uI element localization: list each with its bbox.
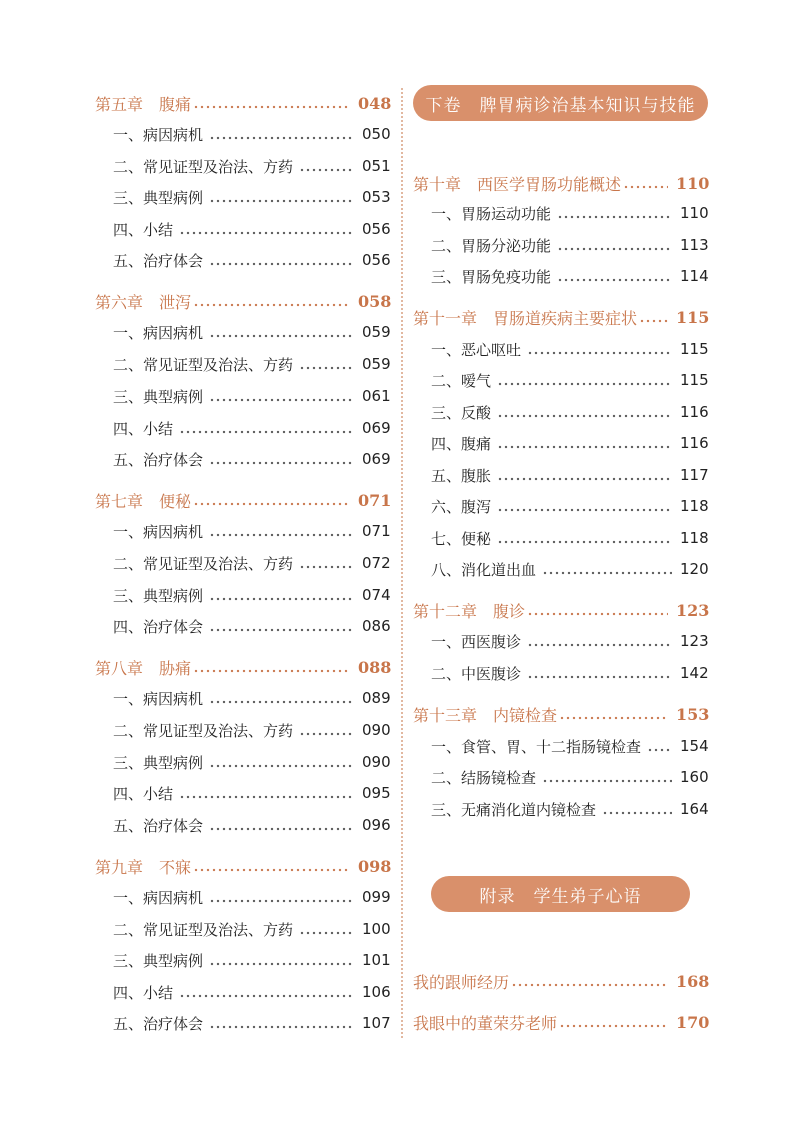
entry-title: 四、小结 <box>113 784 174 803</box>
dot-leader <box>557 207 672 219</box>
page-number: 072 <box>362 554 391 572</box>
dot-leader <box>299 358 354 370</box>
entry-title: 一、病因病机 <box>113 522 204 541</box>
page-number: 089 <box>362 689 391 707</box>
dot-leader <box>527 604 668 616</box>
entry-title: 二、胃肠分泌功能 <box>431 236 552 255</box>
dot-leader <box>542 563 672 575</box>
toc-section-entry[interactable] <box>95 715 390 745</box>
page-number: 123 <box>676 600 710 620</box>
entry-title: 一、病因病机 <box>113 689 204 708</box>
page-number: 118 <box>680 497 709 515</box>
section-banner: 下卷 脾胃病诊治基本知识与技能 <box>413 85 708 121</box>
toc-section-entry[interactable] <box>413 334 708 364</box>
toc-section-entry[interactable] <box>413 731 708 761</box>
entry-title: 二、中医腹诊 <box>431 664 522 683</box>
page-number: 090 <box>362 753 391 771</box>
page-number: 086 <box>362 617 391 635</box>
entry-title: 五、治疗体会 <box>113 251 204 270</box>
toc-section-entry[interactable] <box>95 914 390 944</box>
dot-leader <box>299 923 354 935</box>
toc-chapter-entry[interactable] <box>413 966 708 996</box>
entry-title: 第十一章 胃肠道疾病主要症状 <box>413 308 638 328</box>
page-number: 116 <box>680 403 709 421</box>
dot-leader <box>209 191 354 203</box>
toc-section-entry[interactable] <box>413 491 708 521</box>
dot-leader <box>209 254 354 266</box>
dot-leader <box>527 343 672 355</box>
dot-leader <box>559 708 668 720</box>
page-number: 050 <box>362 125 391 143</box>
entry-title: 第六章 泄泻 <box>95 292 192 312</box>
toc-chapter-entry[interactable] <box>95 485 390 515</box>
toc-section-entry[interactable] <box>413 428 708 458</box>
entry-title: 第十三章 内镜检查 <box>413 705 558 725</box>
dot-leader <box>209 1017 354 1029</box>
toc-section-entry[interactable] <box>413 794 708 824</box>
page-number: 099 <box>362 888 391 906</box>
toc-section-entry[interactable] <box>413 261 708 291</box>
entry-title: 四、腹痛 <box>431 434 492 453</box>
page-number: 107 <box>362 1014 391 1032</box>
dot-leader <box>179 787 354 799</box>
dot-leader <box>179 422 354 434</box>
dot-leader <box>209 525 354 537</box>
entry-title: 五、腹胀 <box>431 466 492 485</box>
entry-title: 二、常见证型及治法、方药 <box>113 721 294 740</box>
page-number: 051 <box>362 157 391 175</box>
page-number: 123 <box>680 632 709 650</box>
entry-title: 三、胃肠免疫功能 <box>431 267 552 286</box>
entry-title: 二、常见证型及治法、方药 <box>113 157 294 176</box>
entry-title: 第七章 便秘 <box>95 491 192 511</box>
entry-title: 六、腹泻 <box>431 497 492 516</box>
page-number: 059 <box>362 323 391 341</box>
dot-leader <box>497 469 672 481</box>
entry-title: 五、治疗体会 <box>113 1014 204 1033</box>
entry-title: 一、病因病机 <box>113 888 204 907</box>
page-number: 115 <box>676 307 710 327</box>
page-number: 090 <box>362 721 391 739</box>
entry-title: 第五章 腹痛 <box>95 94 192 114</box>
entry-title: 八、消化道出血 <box>431 560 537 579</box>
dot-leader <box>299 557 354 569</box>
entry-title: 三、典型病例 <box>113 586 204 605</box>
toc-chapter-entry[interactable] <box>95 652 390 682</box>
toc-section-entry[interactable] <box>413 397 708 427</box>
entry-title: 第十二章 腹诊 <box>413 601 526 621</box>
entry-title: 一、病因病机 <box>113 125 204 144</box>
toc-section-entry[interactable] <box>95 317 390 347</box>
page-number: 101 <box>362 951 391 969</box>
entry-title: 四、小结 <box>113 419 174 438</box>
toc-section-entry[interactable] <box>95 119 390 149</box>
entry-title: 一、胃肠运动功能 <box>431 204 552 223</box>
toc-section-entry[interactable] <box>413 658 708 688</box>
entry-title: 二、常见证型及治法、方药 <box>113 920 294 939</box>
dot-leader <box>179 223 354 235</box>
entry-title: 四、治疗体会 <box>113 617 204 636</box>
toc-section-entry[interactable] <box>95 444 390 474</box>
dot-leader <box>542 771 672 783</box>
page-number: 069 <box>362 419 391 437</box>
toc-section-entry[interactable] <box>95 516 390 546</box>
page-number: 098 <box>358 856 392 876</box>
page-number: 071 <box>358 490 392 510</box>
dot-leader <box>557 239 672 251</box>
entry-title: 三、典型病例 <box>113 188 204 207</box>
toc-section-entry[interactable] <box>95 151 390 181</box>
dot-leader <box>602 803 672 815</box>
toc-chapter-entry[interactable] <box>95 88 390 118</box>
dot-leader <box>193 295 350 307</box>
dot-leader <box>209 589 354 601</box>
page-number: 168 <box>676 971 710 991</box>
page-number: 059 <box>362 355 391 373</box>
toc-section-entry[interactable] <box>95 1008 390 1038</box>
toc-section-entry[interactable] <box>95 810 390 840</box>
dot-leader <box>511 975 668 987</box>
toc-section-entry[interactable] <box>95 413 390 443</box>
dot-leader <box>209 128 354 140</box>
toc-chapter-entry[interactable] <box>413 699 708 729</box>
section-banner: 附录 学生弟子心语 <box>431 876 690 912</box>
toc-chapter-entry[interactable] <box>413 595 708 625</box>
toc-section-entry[interactable] <box>95 580 390 610</box>
page-number: 115 <box>680 340 709 358</box>
page-number: 154 <box>680 737 709 755</box>
page-number: 053 <box>362 188 391 206</box>
toc-section-entry[interactable] <box>95 778 390 808</box>
entry-title: 七、便秘 <box>431 529 492 548</box>
dot-leader <box>559 1016 668 1028</box>
page-number: 110 <box>680 204 709 222</box>
dot-leader <box>209 954 354 966</box>
toc-section-entry[interactable] <box>413 762 708 792</box>
entry-title: 第八章 胁痛 <box>95 658 192 678</box>
entry-title: 一、西医腹诊 <box>431 632 522 651</box>
entry-title: 四、小结 <box>113 220 174 239</box>
page-number: 117 <box>680 466 709 484</box>
page-number: 110 <box>676 173 710 193</box>
page-number: 056 <box>362 220 391 238</box>
dot-leader <box>299 724 354 736</box>
dot-leader <box>193 661 350 673</box>
entry-title: 第九章 不寐 <box>95 857 192 877</box>
entry-title: 三、无痛消化道内镜检查 <box>431 800 597 819</box>
entry-title: 一、恶心呕吐 <box>431 340 522 359</box>
toc-section-entry[interactable] <box>95 945 390 975</box>
toc-section-entry[interactable] <box>95 349 390 379</box>
dot-leader <box>557 270 672 282</box>
toc-section-entry[interactable] <box>95 683 390 713</box>
entry-title: 三、典型病例 <box>113 951 204 970</box>
dot-leader <box>497 374 672 386</box>
page-number: 100 <box>362 920 391 938</box>
entry-title: 五、治疗体会 <box>113 450 204 469</box>
dot-leader <box>209 620 354 632</box>
entry-title: 二、常见证型及治法、方药 <box>113 355 294 374</box>
page-number: 118 <box>680 529 709 547</box>
toc-section-entry[interactable] <box>413 554 708 584</box>
dot-leader <box>639 311 668 323</box>
entry-title: 我的跟师经历 <box>413 972 510 992</box>
dot-leader <box>193 860 350 872</box>
toc-chapter-entry[interactable] <box>413 302 708 332</box>
dot-leader <box>209 453 354 465</box>
dot-leader <box>209 756 354 768</box>
toc-section-entry[interactable] <box>95 214 390 244</box>
toc-section-entry[interactable] <box>95 611 390 641</box>
dot-leader <box>209 326 354 338</box>
page-number: 113 <box>680 236 709 254</box>
entry-title: 三、典型病例 <box>113 753 204 772</box>
toc-section-entry[interactable] <box>95 245 390 275</box>
dot-leader <box>527 667 672 679</box>
toc-section-entry[interactable] <box>95 747 390 777</box>
toc-section-entry[interactable] <box>413 523 708 553</box>
toc-chapter-entry[interactable] <box>413 1007 708 1037</box>
page-number: 170 <box>676 1012 710 1032</box>
dot-leader <box>179 986 354 998</box>
entry-title: 三、反酸 <box>431 403 492 422</box>
toc-section-entry[interactable] <box>413 460 708 490</box>
page-number: 074 <box>362 586 391 604</box>
dot-leader <box>193 494 350 506</box>
dot-leader <box>497 532 672 544</box>
entry-title: 二、结肠镜检查 <box>431 768 537 787</box>
dot-leader <box>497 500 672 512</box>
page-number: 056 <box>362 251 391 269</box>
toc-section-entry[interactable] <box>413 198 708 228</box>
dot-leader <box>623 177 668 189</box>
entry-title: 四、小结 <box>113 983 174 1002</box>
toc-section-entry[interactable] <box>95 977 390 1007</box>
dot-leader <box>647 740 672 752</box>
page-number: 153 <box>676 704 710 724</box>
page-number: 096 <box>362 816 391 834</box>
dot-leader <box>209 692 354 704</box>
toc-section-entry[interactable] <box>413 365 708 395</box>
page-number: 071 <box>362 522 391 540</box>
dot-leader <box>209 819 354 831</box>
toc-section-entry[interactable] <box>95 182 390 212</box>
entry-title: 我眼中的董荣芬老师 <box>413 1013 558 1033</box>
page-number: 115 <box>680 371 709 389</box>
toc-section-entry[interactable] <box>95 882 390 912</box>
dot-leader <box>497 437 672 449</box>
page-number: 120 <box>680 560 709 578</box>
dot-leader <box>527 635 672 647</box>
dot-leader <box>209 891 354 903</box>
entry-title: 五、治疗体会 <box>113 816 204 835</box>
dot-leader <box>209 390 354 402</box>
entry-title: 一、食管、胃、十二指肠镜检查 <box>431 737 642 756</box>
page-number: 116 <box>680 434 709 452</box>
toc-section-entry[interactable] <box>413 626 708 656</box>
toc-chapter-entry[interactable] <box>95 286 390 316</box>
page-number: 114 <box>680 267 709 285</box>
page-number: 142 <box>680 664 709 682</box>
entry-title: 二、嗳气 <box>431 371 492 390</box>
dot-leader <box>299 160 354 172</box>
page-number: 164 <box>680 800 709 818</box>
page-number: 106 <box>362 983 391 1001</box>
entry-title: 三、典型病例 <box>113 387 204 406</box>
toc-chapter-entry[interactable] <box>413 168 708 198</box>
toc-section-entry[interactable] <box>95 381 390 411</box>
page-number: 088 <box>358 657 392 677</box>
entry-title: 二、常见证型及治法、方药 <box>113 554 294 573</box>
column-divider <box>401 88 403 1038</box>
page-number: 069 <box>362 450 391 468</box>
toc-section-entry[interactable] <box>413 230 708 260</box>
dot-leader <box>193 97 350 109</box>
entry-title: 一、病因病机 <box>113 323 204 342</box>
page-number: 061 <box>362 387 391 405</box>
toc-section-entry[interactable] <box>95 548 390 578</box>
page-number: 160 <box>680 768 709 786</box>
toc-chapter-entry[interactable] <box>95 851 390 881</box>
entry-title: 第十章 西医学胃肠功能概述 <box>413 174 622 194</box>
page-number: 048 <box>358 93 392 113</box>
page-number: 095 <box>362 784 391 802</box>
dot-leader <box>497 406 672 418</box>
page-number: 058 <box>358 291 392 311</box>
